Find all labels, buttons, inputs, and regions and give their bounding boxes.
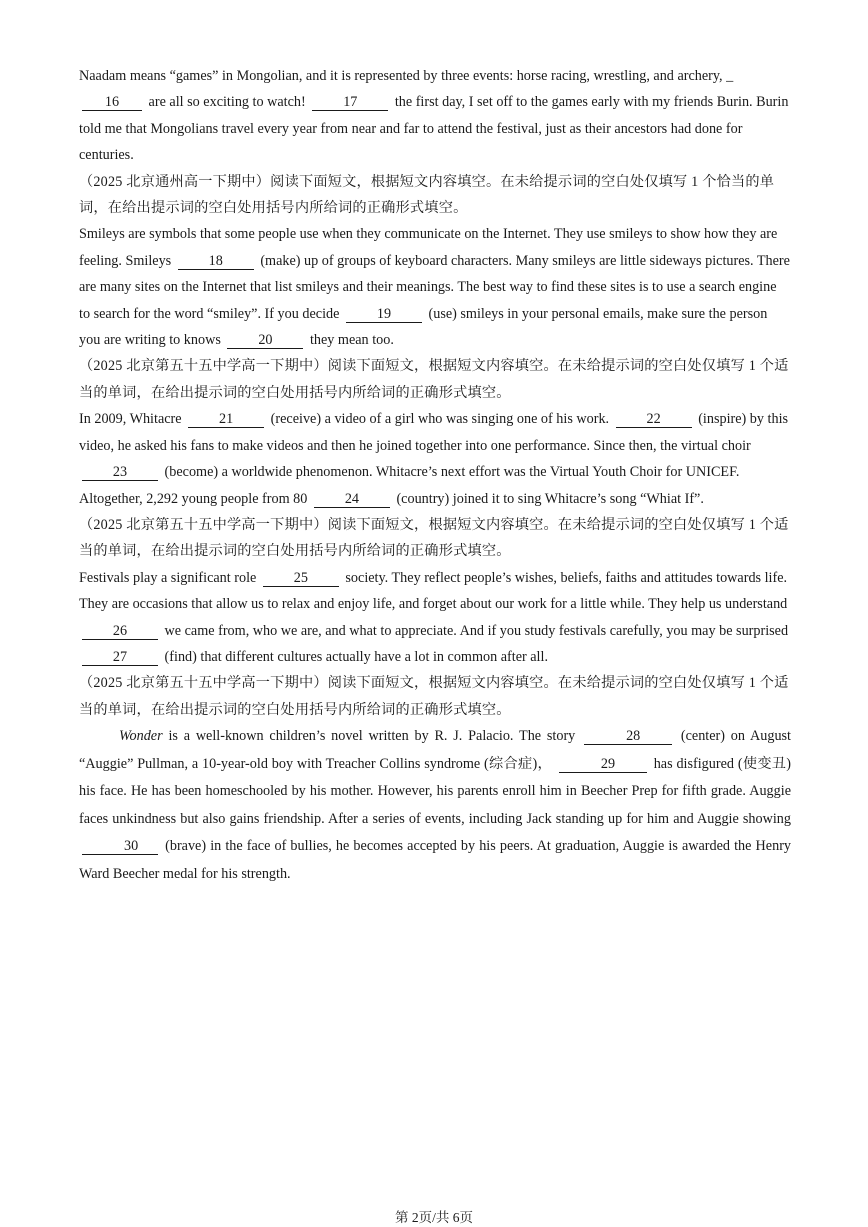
blank-23: 23 bbox=[82, 464, 158, 481]
section-header-4: （2025 北京第五十五中学高一下期中）阅读下面短文，根据短文内容填空。在未给提示词的空白处仅填写 1 个适当的单词，在给出提示词的空白处用括号内所给词的正确形式填空。 bbox=[79, 675, 789, 718]
passage-text: (country) joined it to sing Whitacre’s song “Whiat If”. bbox=[396, 490, 704, 507]
passage-text: is a well-known children’s novel written by R. J. Palacio. The story bbox=[168, 728, 576, 745]
underscore-mark: _ bbox=[726, 68, 734, 84]
passage-smileys bbox=[79, 221, 791, 353]
blank-16: 16 bbox=[82, 94, 142, 111]
passage-text: (receive) a video of a girl who was singing one of his work. bbox=[270, 411, 610, 428]
passage-text: Smileys are symbols that some people use when they communicate on the Internet. They use smileys to show how they are feeling. Smileys bbox=[79, 226, 778, 269]
passage-text: (center) on August “Auggie” Pullman, a 10-year-old boy with Treacher Collins syndrome (综合症)， bbox=[79, 728, 792, 772]
passage-naadam bbox=[79, 63, 791, 169]
blank-19: 19 bbox=[346, 306, 422, 323]
blank-27: 27 bbox=[82, 649, 158, 666]
section-header-2: （2025 北京第五十五中学高一下期中）阅读下面短文，根据短文内容填空。在未给提示词的空白处仅填写 1 个适当的单词，在给出提示词的空白处用括号内所给词的正确形式填空。 bbox=[79, 358, 789, 401]
passage-text: Naadam means “games” in Mongolian, and it is represented by three events: horse racing, wrestling, and archery, bbox=[79, 68, 723, 84]
blank-30: 30 bbox=[82, 838, 158, 855]
passage-text: has disfigured (使变丑) his face. He has been homeschooled by his mother. However, his parents enroll him in Beecher Prep for fifth grade. Auggie faces unkindness but also gains friendship. After a series of events, including Jack standing up for him and Auggie showing bbox=[79, 755, 792, 827]
passage-text: (use) smileys in your personal emails, make sure the person you are writing to knows bbox=[79, 305, 768, 349]
passage-whitacre bbox=[79, 406, 791, 512]
section-header-1: （2025 北京通州高一下期中）阅读下面短文，根据短文内容填空。在未给提示词的空白处仅填写 1 个恰当的单词，在给出提示词的空白处用括号内所给词的正确形式填空。 bbox=[79, 173, 775, 217]
section-header-3: （2025 北京第五十五中学高一下期中）阅读下面短文，根据短文内容填空。在未给提示词的空白处仅填写 1 个适当的单词，在给出提示词的空白处用括号内所给词的正确形式填空。 bbox=[79, 516, 789, 560]
passage-festivals bbox=[79, 565, 791, 671]
blank-24: 24 bbox=[314, 491, 390, 508]
passage-text: (become) a worldwide phenomenon. Whitacre’s next effort was the Virtual Youth Choir for UNICEF. Altogether, 2,292 young people from 80 bbox=[79, 464, 740, 507]
page-number: 第 2页/共 6页 bbox=[394, 1210, 473, 1225]
passage-text: society. They reflect people’s wishes, beliefs, faiths and attitudes towards life. They are occasions that allow us to relax and enjoy life, and forget about our work for a little while. They help us understand bbox=[79, 569, 788, 613]
passage-text: are all so exciting to watch! bbox=[148, 94, 306, 111]
passage-text: they mean too. bbox=[309, 332, 394, 349]
blank-21: 21 bbox=[188, 411, 264, 428]
blank-17: 17 bbox=[312, 94, 388, 111]
blank-26: 26 bbox=[82, 623, 158, 640]
page-content bbox=[79, 63, 791, 888]
passage-text: the first day, I set off to the games early with my friends Burin. Burin told me that Mongolians travel every year from near and far to attend the festival, just as their ancestors had done for centuries. bbox=[79, 94, 789, 164]
passage-text: In 2009, Whitacre bbox=[79, 411, 182, 428]
blank-22: 22 bbox=[616, 411, 692, 428]
passage-text: (make) up of groups of keyboard characters. Many smileys are little sideways pictures. There are many sites on the Internet that list smileys and their meanings. The best way to find these sites is to use a search engine to search for the word “smiley”. If you decide bbox=[79, 252, 790, 322]
blank-28: 28 bbox=[584, 728, 672, 745]
blank-25: 25 bbox=[263, 570, 339, 587]
blank-18: 18 bbox=[178, 253, 254, 270]
blank-20: 20 bbox=[227, 332, 303, 349]
blank-29: 29 bbox=[559, 756, 647, 773]
passage-text: we came from, who we are, and what to appreciate. And if you study festivals carefully, you may be surprised bbox=[164, 622, 789, 639]
passage-wonder bbox=[79, 723, 791, 888]
passage-text: (inspire) by this video, he asked his fans to make videos and then he joined together into one performance. Since then, the virtual choir bbox=[79, 411, 789, 454]
book-title: Wonder bbox=[119, 728, 163, 745]
passage-text: (find) that different cultures actually have a lot in common after all. bbox=[164, 648, 548, 665]
passage-text: Festivals play a significant role bbox=[79, 569, 257, 586]
passage-text: (brave) in the face of bullies, he becomes accepted by his peers. At graduation, Auggie is awarded the Henry Ward Beecher medal for his strength. bbox=[79, 838, 792, 882]
